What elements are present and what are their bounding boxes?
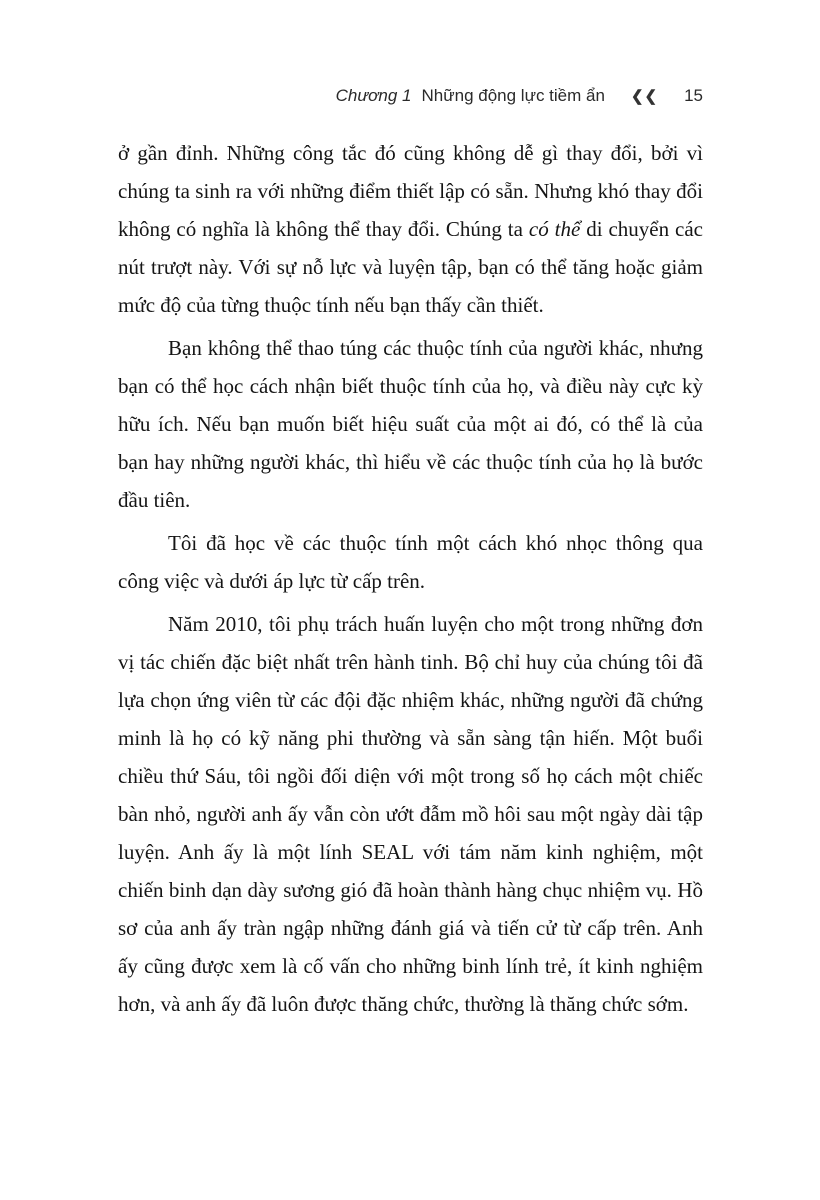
page-number: 15 — [684, 86, 703, 105]
paragraph: Năm 2010, tôi phụ trách huấn luyện cho một trong những đơn vị tác chiến đặc biệt nhất trên hành tinh. Bộ chỉ huy của chúng tôi đã lựa chọn ứng viên từ các đội đặc nhiệm khác, những người đã chứng minh là họ có kỹ năng phi thường và sẵn sàng tận hiến. Một buổi chiều thứ Sáu, tôi ngồi đối diện với một trong số họ cách một chiếc bàn nhỏ, người anh ấy vẫn còn ướt đẫm mồ hôi sau một ngày dài tập luyện. Anh ấy là một lính SEAL với tám năm kinh nghiệm, một chiến binh dạn dày sương gió đã hoàn thành hàng chục nhiệm vụ. Hồ sơ của anh ấy tràn ngập những đánh giá và tiến cử từ cấp trên. Anh ấy cũng được xem là cố vấn cho những binh lính trẻ, ít kinh nghiệm hơn, và anh ấy đã luôn được thăng chức, thường là thăng chức sớm. — [118, 612, 703, 1016]
paragraph-text: di chuyển các nút trượt này. Với sự nỗ lực và luyện tập, bạn có thể tăng hoặc giảm mức độ của từng thuộc tính nếu bạn thấy cần thiết. — [118, 217, 703, 317]
chapter-label: Chương 1 — [335, 86, 412, 105]
paragraph-continuation — [118, 134, 703, 324]
chapter-title: Những động lực tiềm ẩn — [421, 86, 605, 105]
italic-phrase: có thể — [528, 217, 581, 241]
paragraph: Bạn không thể thao túng các thuộc tính của người khác, nhưng bạn có thể học cách nhận biết thuộc tính của họ, và điều này cực kỳ hữu ích. Nếu bạn muốn biết hiệu suất của một ai đó, có thể là của bạn hay những người khác, thì hiểu về các thuộc tính của họ là bước đầu tiên. — [118, 336, 703, 512]
page-header — [118, 86, 703, 106]
paragraph-text: ở gần đỉnh. Những công tắc đó cũng không dễ gì thay đổi, bởi vì chúng ta sinh ra với những điểm thiết lập có sẵn. Nhưng khó thay đổi không có nghĩa là không thể thay đổi. Chúng ta — [118, 141, 703, 241]
paragraph: Tôi đã học về các thuộc tính một cách khó nhọc thông qua công việc và dưới áp lực từ cấp trên. — [118, 531, 703, 593]
page-body — [118, 134, 703, 1023]
double-chevron-left-icon: ❮❮ — [630, 88, 659, 105]
